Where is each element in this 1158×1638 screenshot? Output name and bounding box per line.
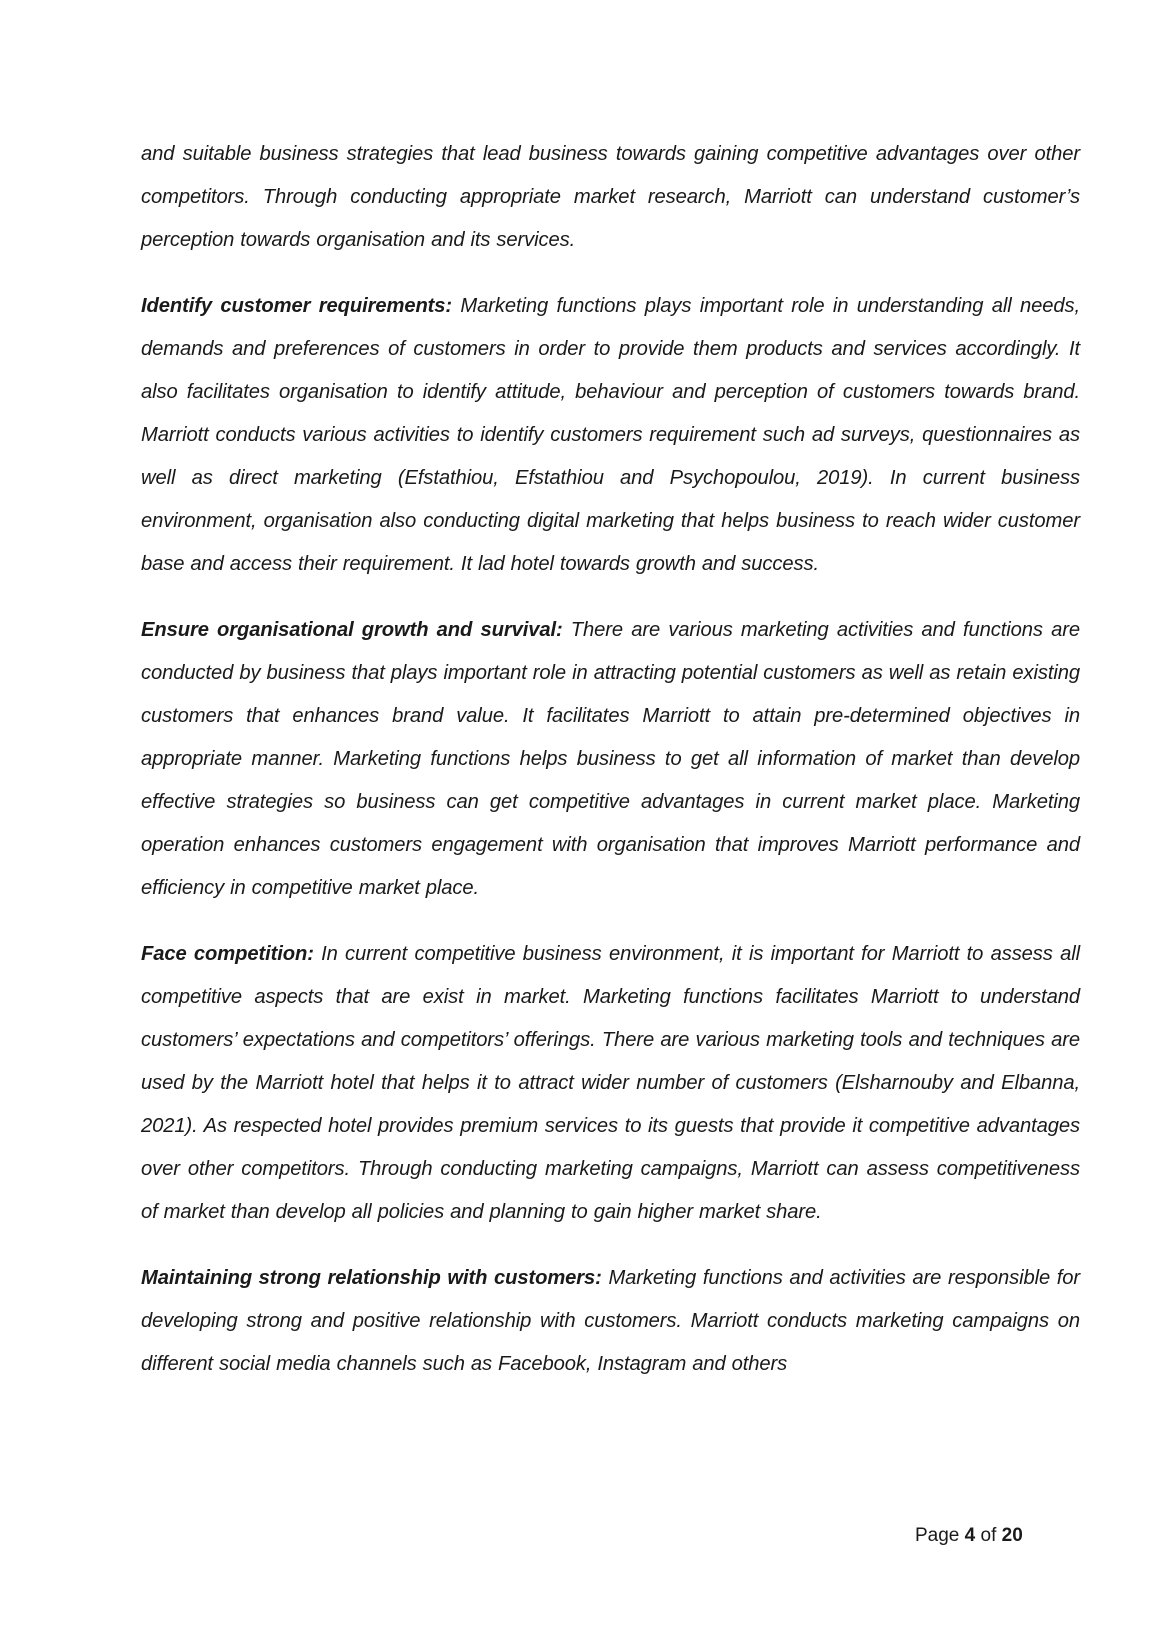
paragraph-3-text: There are various marketing activities and functions are conducted by business that plays important role in attracting potential customers as well as retain existing customers that enhances brand value. It facilitates Marriott to attain pre-determined objectives in appropriate manner. Marketing functions helps business to get all information of market than develop effective strategies so business can get competitive advantages in current market place. Marketing operation enhances customers engagement with organisation that improves Marriott performance and efficiency in competitive market place. [141,619,1080,899]
paragraph-3-heading: Ensure organisational growth and survival: [141,619,563,641]
paragraph-1-text: and suitable business strategies that lead business towards gaining competitive advantages over other competitors. Through conducting appropriate market research, Marriott can understand customer’s perception towards organisation and its services. [141,143,1080,251]
paragraph-4-text: In current competitive business environment, it is important for Marriott to assess all competitive aspects that are exist in market. Marketing functions facilitates Marriott to understand customers’ expectations and competitors’ offerings. There are various marketing tools and techniques are used by the Marriott hotel that helps it to attract wider number of customers (Elsharnouby and Elbanna, 2021). As respected hotel provides premium services to its guests that provide it competitive advantages over other competitors. Through conducting marketing campaigns, Marriott can assess competitiveness of market than develop all policies and planning to gain higher market share. [141,943,1080,1223]
paragraph-1 [141,133,1080,262]
page-body [141,133,1080,1409]
page-label: Page [915,1525,960,1546]
paragraph-face-competition [141,933,1080,1234]
paragraph-ensure-organisational-growth [141,609,1080,910]
paragraph-5-heading: Maintaining strong relationship with customers: [141,1267,602,1289]
current-page-number: 4 [964,1525,976,1546]
paragraph-maintaining-relationship [141,1257,1080,1386]
paragraph-2-text: Marketing functions plays important role in understanding all needs, demands and preferences of customers in order to provide them products and services accordingly. It also facilitates organisation to identify attitude, behaviour and perception of customers towards brand. Marriott conducts various activities to identify customers requirement such ad surveys, questionnaires as well as direct marketing (Efstathiou, Efstathiou and Psychopoulou, 2019). In current business environment, organisation also conducting digital marketing that helps business to reach wider customer base and access their requirement. It lad hotel towards growth and success. [141,295,1080,575]
page-number-footer [915,1523,1075,1549]
paragraph-5-text: Marketing functions and activities are responsible for developing strong and positive relationship with customers. Marriott conducts marketing campaigns on different social media channels such as Facebook, Instagram and others [141,1267,1080,1375]
of-label: of [980,1525,997,1546]
paragraph-2-heading: Identify customer requirements: [141,295,453,317]
paragraph-identify-customer-requirements [141,285,1080,586]
paragraph-4-heading: Face competition: [141,943,314,965]
total-pages-number: 20 [1001,1525,1023,1546]
